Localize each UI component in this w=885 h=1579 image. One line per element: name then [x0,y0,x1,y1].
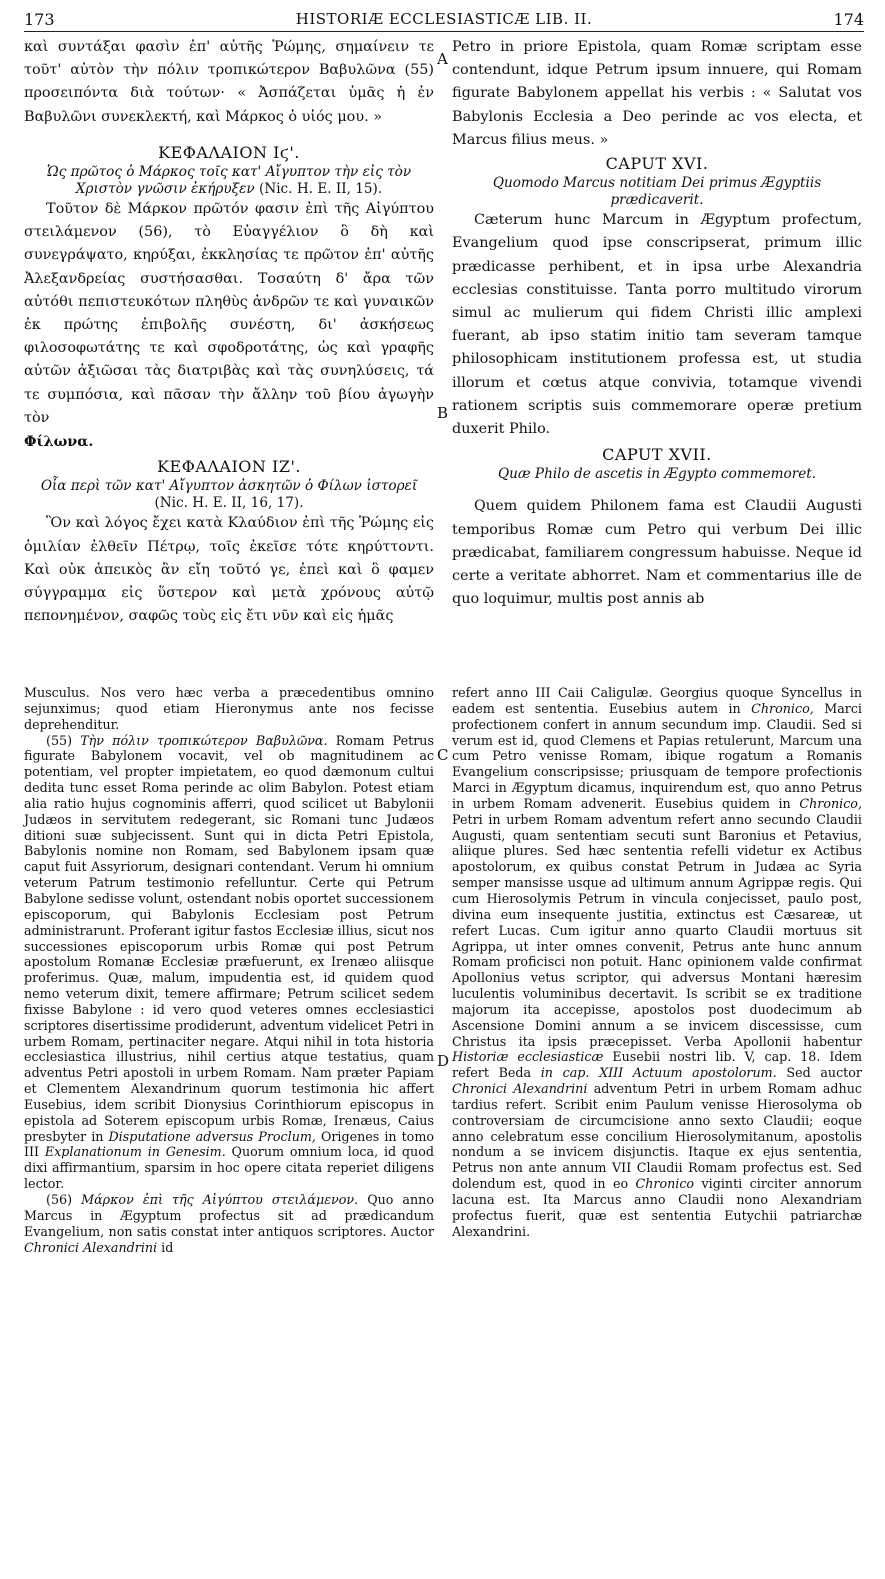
note-r-text-4: Eusebii nostri lib. V, cap. 18. Idem refert Beda [452,1049,862,1081]
page-number-left: 173 [24,10,55,29]
note-r-italic-3: Historiæ ecclesiasticæ [452,1049,604,1065]
note-56-text: Quo anno Marcus in Ægyptum profectus sit ad prædicandum Evangelium, non satis constat inter antiquos scriptores. Auctor [24,1192,434,1239]
note-r-text-7: viginti circiter annorum lacuna est. Ita Marcus anno Claudii nono Alexandriam profectus fuerit, quæ est sententia Eutychii patriarchæ Alexandrini. [452,1176,862,1239]
note-55-text-end: Quorum omnium loca, id quod dixi affirmantium, sparsim in hoc opere citata reperiet diligens lector. [24,1144,434,1192]
note-55-title-1: Disputatione adversus Proclum, [108,1128,316,1144]
note-r-text-5: Sed auctor [786,1065,862,1081]
note-55-number: (55) [46,732,73,748]
margin-marker-c: C [437,746,449,764]
latin-chapter-16-summary: Quomodo Marcus notitiam Dei primus Ægyptiis prædicaverit. [492,175,822,209]
greek-chapter-16-end: Φίλωνα. [24,433,94,451]
margin-marker-a: A [437,50,448,68]
greek-column [24,36,434,628]
greek-chapter-17-summary [24,478,434,512]
note-56-lemma: Μάρκον ἐπὶ τῆς Αἰγύπτου στειλάμενον. [81,1192,359,1207]
note-r-italic-2: Chronico, [799,795,862,811]
greek-intro: καὶ συντάξαι φασὶν ἐπ' αὐτῆς Ῥώμης, σημαίνειν τε τοῦτ' αὐτὸν τὴν πόλιν τροπικώτερον Βαβυλῶνα (55) προσειπόντα διὰ τούτων· « Ἀσπάζεται ὑμᾶς ἡ ἐν Βαβυλῶνι συνεκλεκτή, καὶ Μάρκος ὁ υἱός μου. » [24,39,434,125]
greek-chapter-16-summary-text: Ὡς πρῶτος ὁ Μάρκος τοῖς κατ' Αἴγυπτον τὴν εἰς τὸν Χριστὸν γνῶσιν ἐκήρυξεν [46,164,412,198]
note-continuation: Musculus. Nos vero hæc verba a præcedentibus omnino sejunximus; quod etiam Hieronymus ante nos fecisse deprehenditur. [24,685,434,732]
note-r-italic-5: Chronici Alexandrini [452,1081,588,1097]
greek-chapter-16-body [24,198,434,430]
note-56-title: Chronici Alexandrini [24,1239,158,1255]
latin-intro: Petro in priore Epistola, quam Romæ scriptam esse contendunt, idque Petrum ipsum innuere, qui Romam figurate Babylonem appellat his verbis : « Salutat vos Babylonis Ecclesia a Deo perinde ac vos electa, et Marcus filius meus. » [452,39,862,148]
greek-chapter-17-title: ΚΕΦΑΛΑΙΟΝ ΙΖ'. [157,457,301,477]
note-r-text-3: Petri in urbem Romam adventum refert anno secundo Claudii Augusti, quam sententiam secuti sunt Baronius et Petavius, aliique plures. Sed hæc sententia refelli videtur ex Actibus apostolorum, ex quibus constat Petrum in Judæa ac Syria semper mansisse usque ad ultimum annum Agrippæ regis. Qui cum Hierosolymis Petrum in vincula conjecisset, paulo post, divina eum insequente justitia, extinctus est Cæsareæ, ut refert Lucas. Cum igitur anno quarto Claudii mortuus sit Agrippa, ut inter omnes convenit, Petrus ante hunc annum Romam proficisci non potuit. Hanc opinionem valde confirmat Apollonius vetus scriptor, qui adversus Montani hæresim luculentis voluminibus decertavit. Is scribit se ex traditione majorum ita accepisse, apostolos post duodecimum ab Ascensione Domini annum a se invicem discessisse, cum Christus ita ipsis præcepisset. Verba Apollonii habentur [452,811,862,1049]
greek-chapter-16-text: Τοῦτον δὲ Μάρκον πρῶτόν φασιν ἐπὶ τῆς Αἰγύπτου στειλάμενον (56), τὸ Εὐαγγέλιον ὃ δὴ καὶ συνεγράψατο, κηρύξαι, ἐκκλησίας τε πρῶτον ἐπ' αὐτῆς Ἀλεξανδρείας συστήσασθαι. Τοσαύτη δ' ἄρα τῶν αὐτόθι πεπιστευκότων πληθὺς ἀνδρῶν τε καὶ γυναικῶν ἐκ πρώτης ἐπιβολῆς συνέστη, δι' ἀσκήσεως φιλοσοφωτάτης τε καὶ σφοδροτάτης, ὡς καὶ γραφῆς αὐτῶν ἀξιῶσαι τὰς διατριβὰς καὶ τὰς συνηλύσεις, τά τε συμπόσια, καὶ πᾶσαν τὴν ἄλλην τοῦ βίου ἀγωγὴν τὸν [24,201,434,426]
latin-chapter-17-body: Quem quidem Philonem fama est Claudii Augusti temporibus Romæ cum Petro qui verbum Dei illic prædicabat, familiarem congressum habuisse. Neque id certe a veritate abhorret. Nam et commentarius ille de quo loquimur, multis post annis ab [452,498,862,608]
note-55-text: Romam Petrus figurate Babylonem vocavit, vel ob magnitudinem ac potentiam, vel propter impietatem, eo quod dæmonum cultui dedita tunc esset Roma perinde ac olim Babylon. Potest etiam alia ratio hujus cognominis afferri, quod scilicet ut Babylonii Judæos in servitutem redegerant, sic Romani tunc Judæos ditioni suæ subjecissent. Sunt qui in dicta Petri Epistola, Babylonis nomine non Romam, sed Babylonem ipsam quæ caput fuit Assyriorum, designari contendant. Verum hi omnium veterum Patrum testimonio refelluntur. Certe qui Petrum Babylone sedisse volunt, ostendant nobis oportet successionem episcoporum, qui Babylonis Ecclesiam post Petrum administrarunt. Proferant igitur fastos Ecclesiæ illius, sicut nos successiones episcoporum urbis Romæ qui post Petrum apostolum Romanæ Ecclesiæ præfuerunt, ex Irenæo aliisque proferimus. Quæ, malum, impudentia est, id quidem quod nemo veterum dixit, temere affirmare; Petrum scilicet sedem fixisse Babylone : id vero quod veteres omnes ecclesiastici scriptores disertissime prodiderunt, adventum videlicet Petri in urbem Romam, pertinaciter negare. Atqui nihil in tota historia ecclesiastica illustrius, nihil certius atque testatius, quam adventus Petri apostoli in urbem Romam. Nam præter Papiam et Clementem Alexandrinum quorum testimonia hic affert Eusebius, idem scribit Dionysius Corinthiorum episcopus in epistola ad Soterem episcopum urbis Romæ, Irenæus, Caius presbyter in [24,732,434,1144]
note-56 [24,1192,434,1255]
latin-chapter-17-summary: Quæ Philo de ascetis in Ægypto commemoret. [497,466,817,483]
note-r-italic-6: Chronico [635,1176,695,1192]
latin-column [452,36,862,611]
margin-marker-b: B [437,404,449,422]
note-55 [24,733,434,1192]
note-56-text-end: id [161,1239,174,1255]
latin-chapter-17-title: CAPUT XVII. [602,445,712,465]
note-55-title-2: Explanationum in Genesim. [44,1144,226,1160]
latin-chapter-16-body: Cæterum hunc Marcum in Ægyptum profectum, Evangelium quod ipse conscripserat, primum illic prædicasse perhibent, et in ipsa urbe Alexandria ecclesias constituisse. Tanta porro multitudo virorum simul ac mulierum qui fidem Christi illic amplexi fuerant, ab ipso statim initio tam severam tamque philosophicam institutionem professa est, ut studia illorum et cœtus atque convivia, totamque vivendi rationem scriptis suis commemorare operæ pretium duxerit Philo. [452,212,862,438]
running-title: HISTORIÆ ECCLESIASTICÆ LIB. II. [295,10,593,28]
note-r-italic-1: Chronico, [751,700,814,716]
note-56-continuation [452,685,862,1240]
greek-chapter-16-ref: (Nic. H. E. II, 15). [259,181,383,198]
latin-chapter-16-title: CAPUT XVI. [605,154,709,174]
note-r-italic-4: in cap. XIII Actuum apostolorum. [540,1065,777,1081]
greek-chapter-16-summary [24,164,434,198]
note-55-lemma: Τὴν πόλιν τροπικώτερον Βαβυλῶνα. [80,732,328,748]
greek-chapter-17-summary-text: Οἷα περὶ τῶν κατ' Αἴγυπτον ἀσκητῶν ὁ Φίλων ἱστορεῖ [40,478,418,495]
note-r-text-1: refert anno III Caii Caligulæ. Georgius quoque Syncellus in eadem est sententia. Eusebius autem in [452,685,862,716]
note-r-text-2: Marci profectionem confert in annum secundum imp. Claudii. Sed si verum est id, quod Clemens et Papias retulerunt, Marcum una cum Petro venisse Romam, ibique rogatum a Romanis Evangelium conscripsisse; priusquam de tempore profectionis Marci in Ægyptum dicamus, inquirendum est, quo anno Petrus in urbem Romam advenerit. Eusebius quidem in [452,700,862,811]
greek-chapter-17-body: Ὃν καὶ λόγος ἔχει κατὰ Κλαύδιον ἐπὶ τῆς Ῥώμης εἰς ὁμιλίαν ἐλθεῖν Πέτρῳ, τοῖς ἐκεῖσε τότε κηρύττοντι. Καὶ οὐκ ἀπεικὸς ἂν εἴη τοῦτό γε, ἐπεὶ καὶ ὃ φαμεν σύγγραμμα εἰς ὕστερον καὶ μετὰ χρόνους αὐτῷ πεπονημένον, σαφῶς τοὺς εἰς ἔτι νῦν καὶ εἰς ἡμᾶς [24,515,434,625]
note-56-number: (56) [46,1192,73,1207]
page-number-right: 174 [833,10,864,29]
greek-chapter-17-ref: (Nic. H. E. II, 16, 17). [154,495,304,512]
greek-chapter-16-title: ΚΕΦΑΛΑΙΟΝ Ιϛ'. [158,142,300,162]
note-r-text-6: adventum Petri in urbem Romam adhuc tardius refert. Scribit enim Paulum venisse Hierosolyma ob controversiam de circumcisione anno sexto Claudii; eoque anno celebratum esse concilium Hierosolymitanum, apostolis nondum a se invicem disjunctis. Itaque ex ejus sententia, Petrus non ante annum VII Claudii Romam profectus est. Sed dolendum est, quod in eo [452,1081,862,1192]
note-55-text-mid: Origenes in tomo III [24,1128,434,1160]
notes-left-column [24,685,434,1255]
notes-right-column [452,685,862,1240]
margin-marker-d: D [437,1052,450,1070]
running-header [24,6,864,32]
